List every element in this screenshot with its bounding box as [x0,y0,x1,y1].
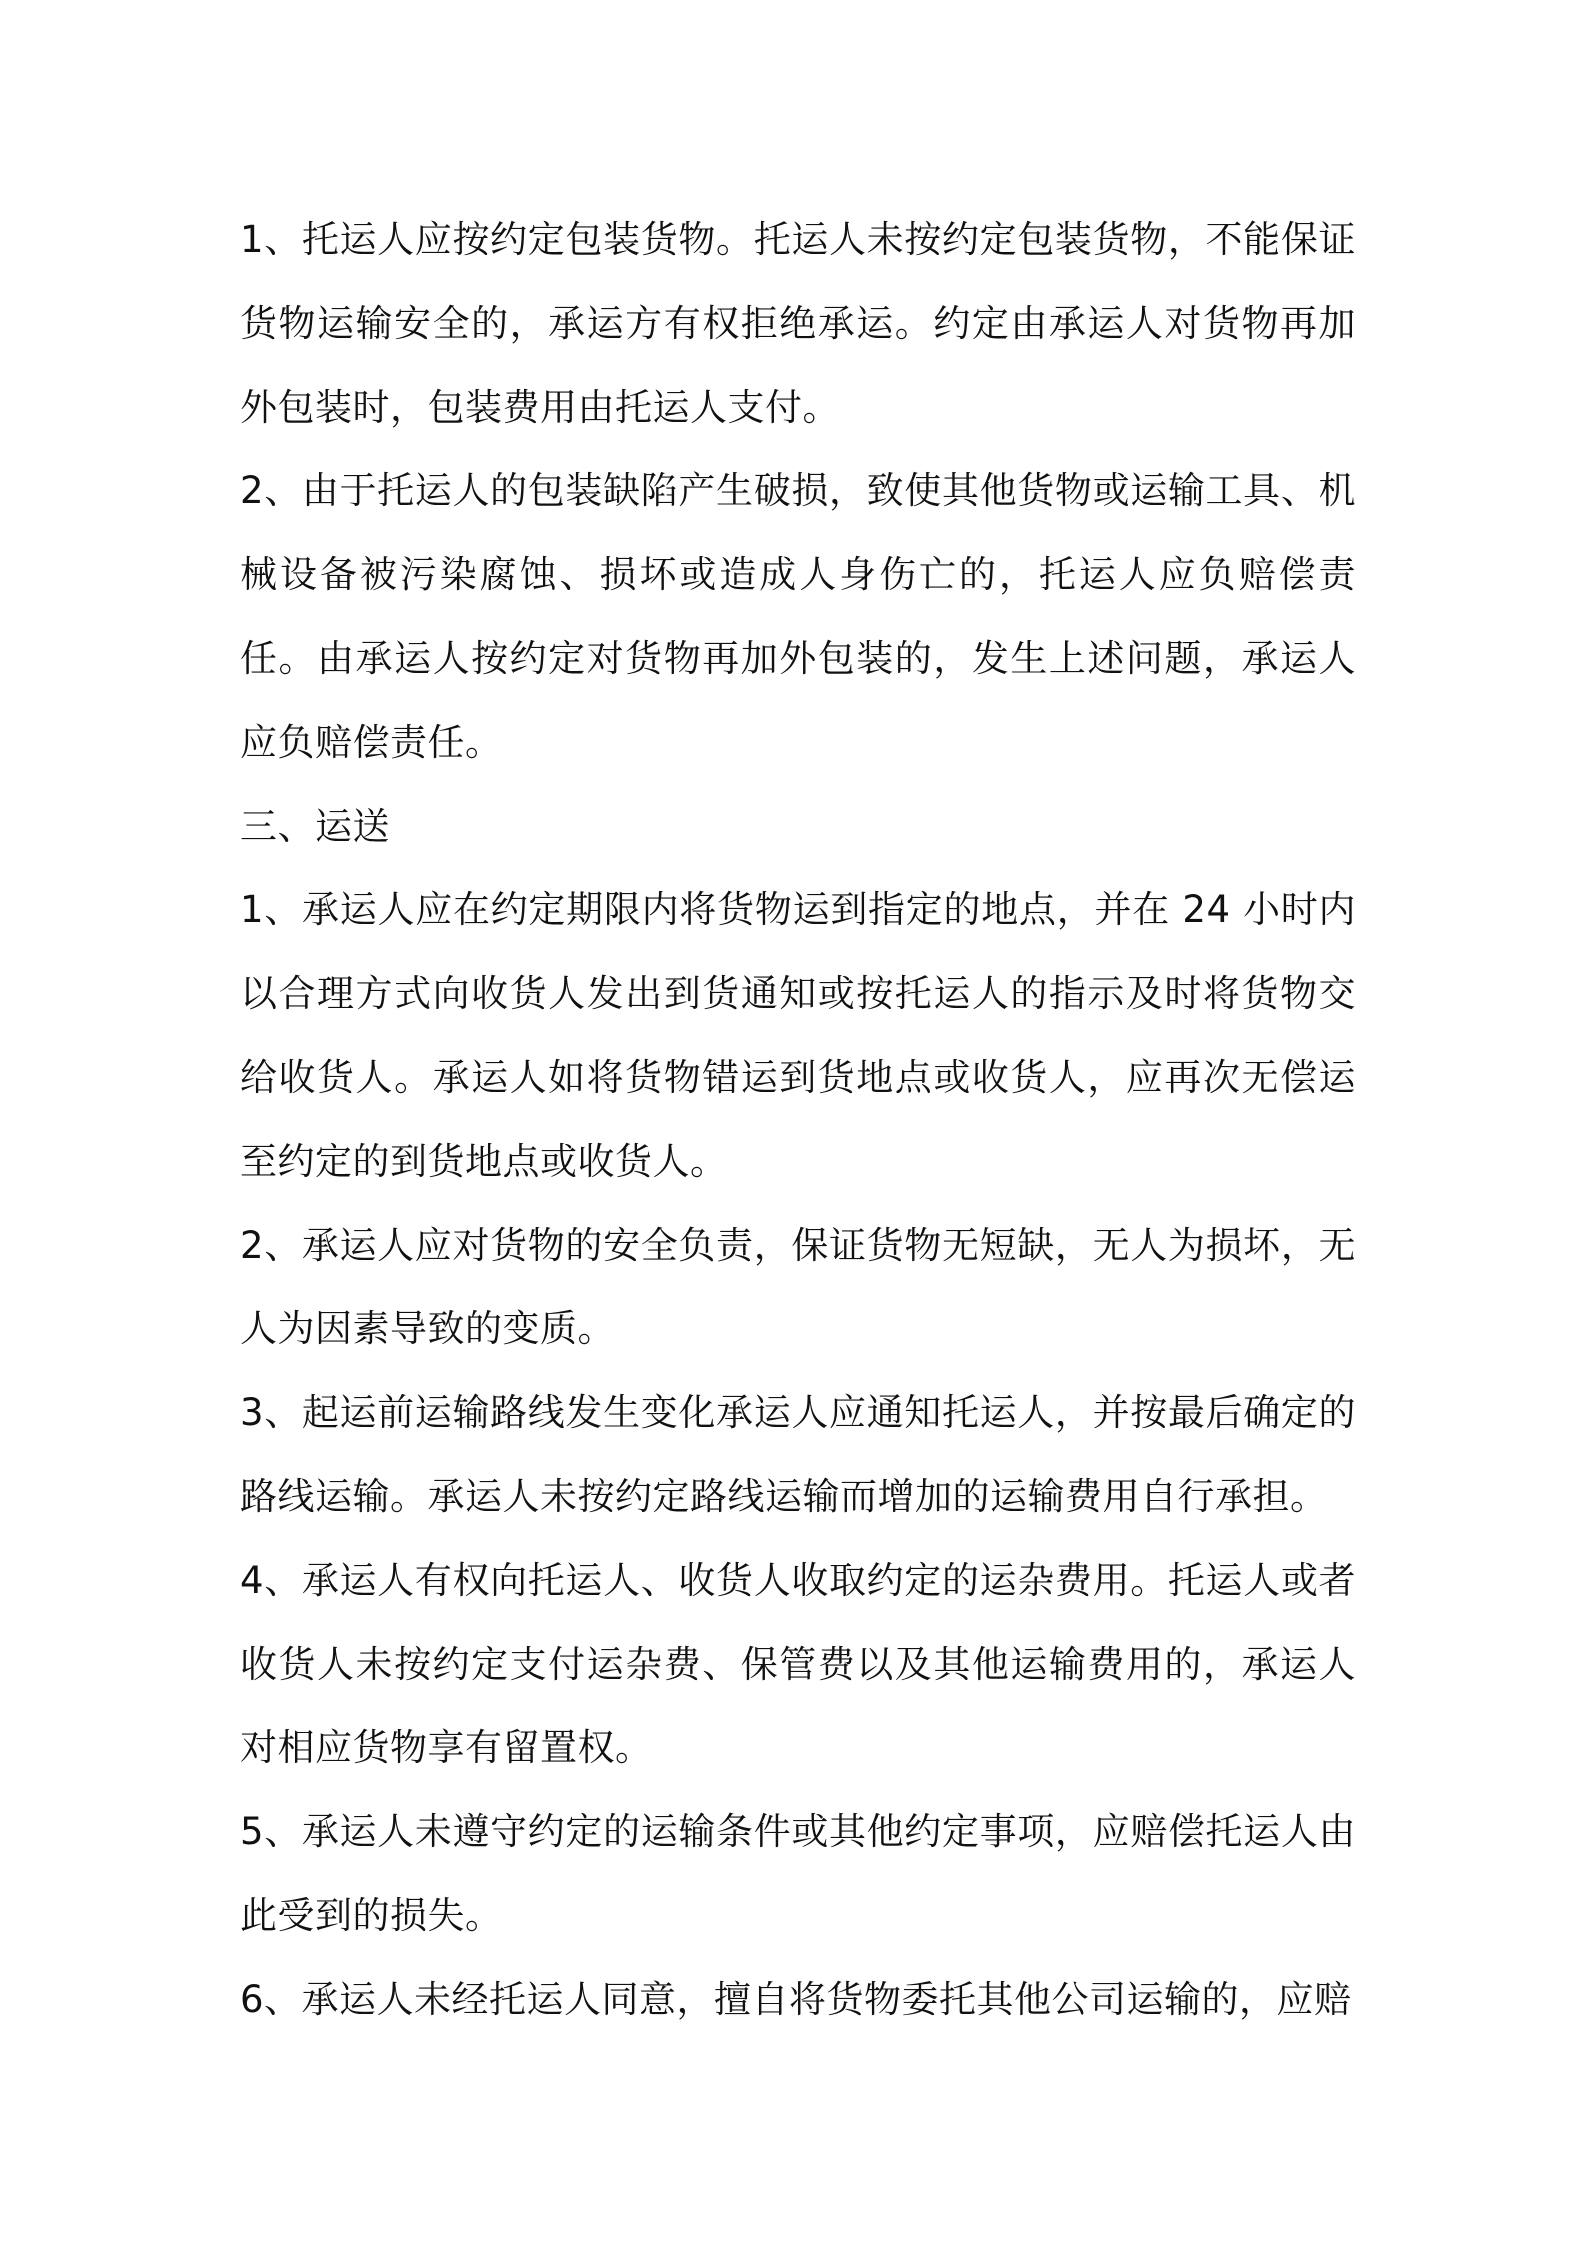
section-heading-transport: 三、运送 [240,804,390,848]
paragraph-transport-3: 3、起运前运输路线发生变化承运人应通知托运人，并按最后确定的路线运输。承运人未按约定路线运输而增加的运输费用自行承担。 [240,1391,1356,1518]
paragraph-transport-5: 5、承运人未遵守约定的运输条件或其他约定事项，应赔偿托运人由此受到的损失。 [240,1810,1356,1937]
paragraph-packaging-2: 2、由于托运人的包装缺陷产生破损，致使其他货物或运输工具、机械设备被污染腐蚀、损坏或造成人身伤亡的，托运人应负赔偿责任。由承运人按约定对货物再加外包装的，发生上述问题，承运人应负赔偿责任。 [240,469,1356,764]
paragraph-transport-1: 1、承运人应在约定期限内将货物运到指定的地点，并在 24 小时内以合理方式向收货人发出到货通知或按托运人的指示及时将货物交给收货人。承运人如将货物错运到货地点或收货人，应再次无偿运至约定的到货地点或收货人。 [240,888,1356,1183]
document-body [240,198,1356,2042]
paragraph-packaging-1: 1、托运人应按约定包装货物。托运人未按约定包装货物，不能保证货物运输安全的，承运方有权拒绝承运。约定由承运人对货物再加外包装时，包装费用由托运人支付。 [240,218,1356,429]
paragraph-transport-2: 2、承运人应对货物的安全负责，保证货物无短缺，无人为损坏，无人为因素导致的变质。 [240,1223,1356,1351]
paragraph-transport-6: 6、承运人未经托运人同意，擅自将货物委托其他公司运输的，应赔 [240,1977,1352,2021]
paragraph-transport-4: 4、承运人有权向托运人、收货人收取约定的运杂费用。托运人或者收货人未按约定支付运杂费、保管费以及其他运输费用的，承运人对相应货物享有留置权。 [240,1558,1356,1770]
